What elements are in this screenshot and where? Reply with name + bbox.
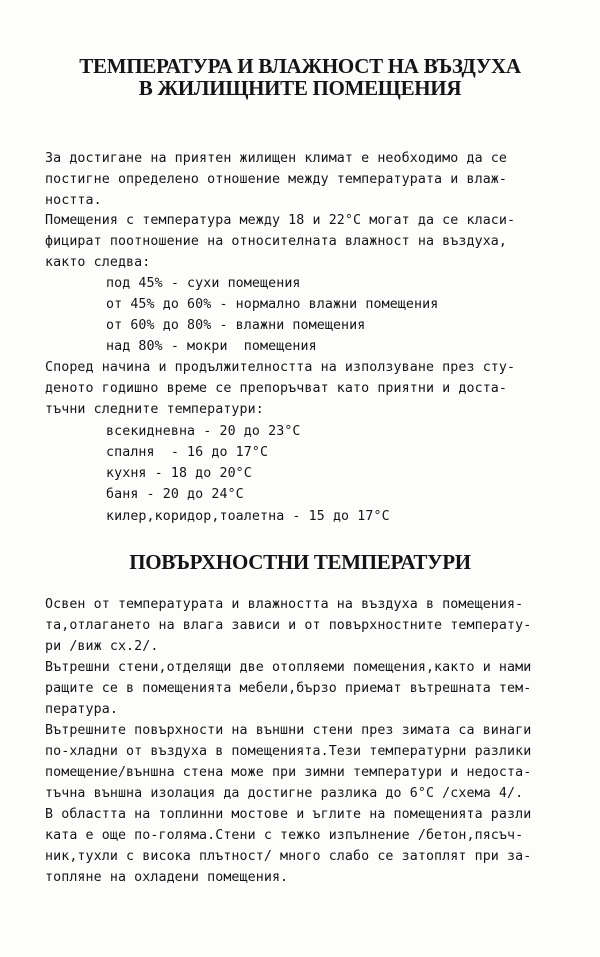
list-item: кухня - 18 до 20°С <box>106 466 252 481</box>
paragraph-line: както следва: <box>45 255 151 270</box>
paragraph-line: постигне определено отношение между температурата и влаж- <box>45 172 508 187</box>
paragraph-line: Вътрешните повърхности на външни стени през зимата са винаги <box>45 723 532 738</box>
paragraph-line: по-хладни от въздуха в помещенията.Тези температурни разлики <box>45 744 532 759</box>
paragraph-line: деното годишно време се препоръчват като приятни и доста- <box>45 381 508 396</box>
paragraph-line: ността. <box>45 193 102 208</box>
paragraph-line: ник,тухли с висока плътност/ много слабо се затоплят при за- <box>45 849 532 864</box>
list-item: всекидневна - 20 до 23°С <box>106 424 301 439</box>
list-item: от 60% до 80% - влажни помещения <box>106 318 366 333</box>
paragraph-line: Според начина и продължителността на използуване през сту- <box>45 360 516 375</box>
list-item: под 45% - сухи помещения <box>106 276 301 291</box>
paragraph-line: тъчни следните температури: <box>45 402 264 417</box>
list-item: баня - 20 до 24°С <box>106 487 244 502</box>
paragraph-line: тъчна външна изолация да достигне разлика до 6°С /схема 4/. <box>45 786 524 801</box>
list-item: над 80% - мокри помещения <box>106 339 317 354</box>
section-title-line2: В ЖИЛИЩНИТЕ ПОМЕЩЕНИЯ <box>138 76 462 100</box>
paragraph-line: Помещения с температура между 18 и 22°С могат да се класи- <box>45 213 516 228</box>
section-title-line1: ТЕМПЕРАТУРА И ВЛАЖНОСТ НА ВЪЗДУХА <box>79 54 521 78</box>
paragraph-line: помещение/външна стена може при зимни температури и недоста- <box>45 765 532 780</box>
paragraph-line: В областта на топлинни мостове и ъглите на помещенията разли <box>45 807 532 822</box>
list-item: спалня - 16 до 17°С <box>106 445 269 460</box>
paragraph-line: Освен от температурата и влажността на въздуха в помещения- <box>45 597 524 612</box>
paragraph-line: та,отлагането на влага зависи и от повърхностните температу- <box>45 618 532 633</box>
paragraph-line: ри /виж сх.2/. <box>45 639 159 654</box>
list-item: от 45% до 60% - нормално влажни помещения <box>106 297 439 312</box>
paragraph-line: фицират поотношение на относителната влажност на въздуха, <box>45 234 508 249</box>
section-title: ПОВЪРХНОСТНИ ТЕМПЕРАТУРИ <box>129 550 471 574</box>
paragraph-line: ращите се в помещенията мебели,бързо приемат вътрешната тем- <box>45 681 532 696</box>
paragraph-line: ката е още по-голяма.Стени с тежко изпълнение /бетон,пясъч- <box>45 828 524 843</box>
paragraph-line: За достигане на приятен жилищен климат е необходимо да се <box>45 151 508 166</box>
paragraph-line: Вътрешни стени,отделящи две отопляеми помещения,както и нами <box>45 660 532 675</box>
list-item: килер,коридор,тоалетна - 15 до 17°С <box>106 509 390 524</box>
paragraph-line: пература. <box>45 702 118 717</box>
paragraph-line: топляне на охладени помещения. <box>45 870 289 885</box>
